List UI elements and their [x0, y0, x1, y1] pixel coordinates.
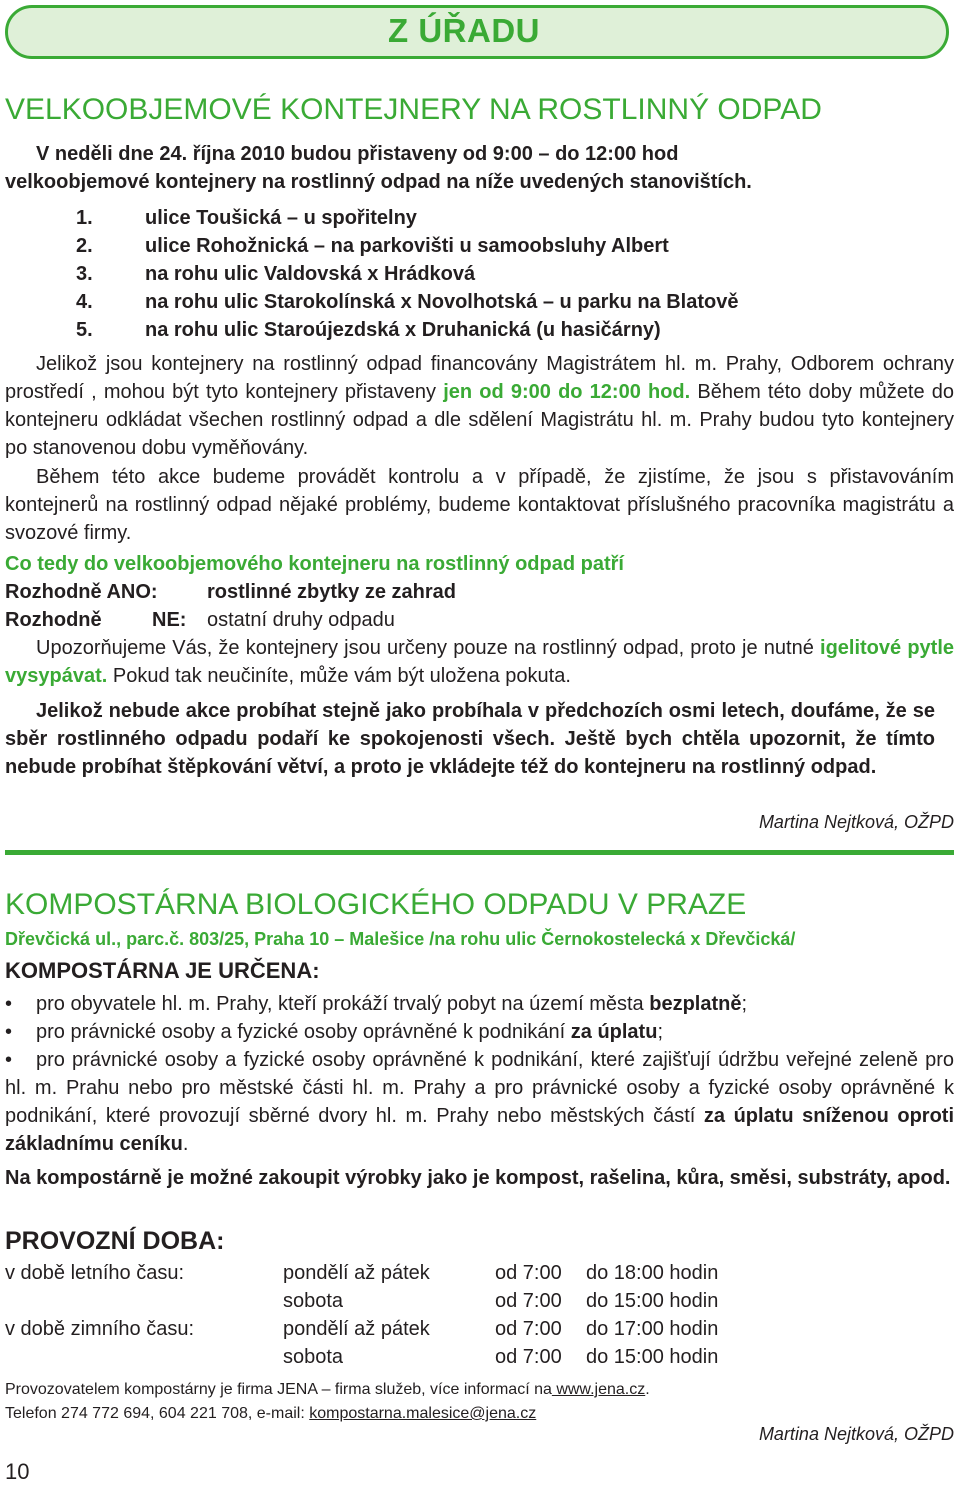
location-num: 3.	[76, 263, 93, 285]
bullet-item: • pro právnické osoby a fyzické osoby oprávněné k podnikání, které zajišťují údržbu veřejné zeleně pro hl. m. Prahu nebo pro městské části hl. m. Prahy a pro právnické osoby a fyzické osoby oprávněné k podnikání, které provozují sběrné dvory hl. m. Prahy nebo městských částí za úplatu sníženou oproti základnímu ceníku.	[5, 1049, 954, 1155]
bullet-item: • pro právnické osoby a fyzické osoby oprávněné k podnikání za úplatu;	[5, 1021, 663, 1043]
location-num: 4.	[76, 291, 93, 313]
hours-to: do 18:00 hodin	[586, 1262, 719, 1284]
hours-heading: PROVOZNÍ DOBA:	[5, 1227, 225, 1255]
no-label: Rozhodně	[5, 609, 102, 631]
hours-from: od 7:00	[495, 1290, 562, 1312]
paragraph-financing: Jelikož jsou kontejnery na rostlinný odpad financovány Magistrátem hl. m. Prahy, Odborem ochrany prostředí , mohou být tyto kontejnery přistaveny jen od 9:00 do 12:00 hod. Během této doby můžete do kontejneru odkládat všechen rostlinný odpad a dle sdělení Magistrátu hl. m. Prahy budou tyto kontejnery po stanovenou dobu vyměňovány.	[5, 353, 954, 459]
compost-address: Dřevčická ul., parc.č. 803/25, Praha 10 – Malešice /na rohu ulic Černokostelecká x Dřevčická/	[5, 929, 796, 949]
signature-1: Martina Nejtková, OŽPD	[758, 812, 954, 832]
location-text: ulice Toušická – u spořitelny	[145, 207, 417, 229]
hours-to: do 15:00 hodin	[586, 1290, 719, 1312]
hours-season: v době zimního času:	[5, 1318, 194, 1340]
intro-line-2: velkoobjemové kontejnery na rostlinný odpad na níže uvedených stanovištích.	[5, 171, 752, 193]
location-text: na rohu ulic Staroújezdská x Druhanická (u hasičárny)	[145, 319, 661, 341]
highlight-bags: igelitové pytle vysypávat.	[5, 637, 954, 687]
operator-contact: Telefon 274 772 694, 604 221 708, e-mail: kompostarna.malesice@jena.cz	[5, 1405, 537, 1422]
hours-from: od 7:00	[495, 1318, 562, 1340]
page-number: 10	[5, 1459, 30, 1484]
location-text: na rohu ulic Starokolínská x Novolhotská – u parku na Blatově	[145, 291, 739, 313]
paragraph-warning: Upozorňujeme Vás, že kontejnery jsou určeny pouze na rostlinný odpad, proto je nutné igelitové pytle vysypávat. Pokud tak neučiníte, může vám být uložena pokuta.	[5, 637, 954, 687]
location-text: ulice Rohožnická – na parkovišti u samoobsluhy Albert	[145, 235, 669, 257]
yes-text: rostlinné zbytky ze zahrad	[207, 581, 456, 603]
belongs-heading: Co tedy do velkoobjemového kontejneru na rostlinný odpad patří	[5, 553, 624, 575]
hours-days: pondělí až pátek	[283, 1262, 430, 1284]
hours-from: od 7:00	[495, 1262, 562, 1284]
location-num: 2.	[76, 235, 93, 257]
no-text: ostatní druhy odpadu	[207, 609, 395, 631]
heading-compost: KOMPOSTÁRNA BIOLOGICKÉHO ODPADU V PRAZE	[5, 888, 747, 921]
location-text: na rohu ulic Valdovská x Hrádková	[145, 263, 476, 285]
paragraph-note: Jelikož nebude akce probíhat stejně jako probíhala v předchozích osmi letech, doufáme, že se sběr rostlinného odpadu podaří ke spokojenosti všech. Ještě bych chtěla upozornit, že tímto nebude probíhat štěpkování větví, a proto je vkládejte též do kontejneru na rostlinný odpad.	[5, 700, 935, 778]
email-link[interactable]: kompostarna.malesice@jena.cz	[309, 1405, 537, 1422]
paragraph-buy: Na kompostárně je možné zakoupit výrobky jako je kompost, rašelina, kůra, směsi, substráty, apod.	[5, 1167, 951, 1189]
location-num: 5.	[76, 319, 93, 341]
highlight-hours: jen od 9:00 do 12:00 hod.	[443, 381, 691, 403]
no-label-2: NE:	[152, 609, 187, 631]
website-link[interactable]: www.jena.cz	[551, 1381, 646, 1398]
hours-days: sobota	[283, 1290, 344, 1312]
hours-to: do 17:00 hodin	[586, 1318, 719, 1340]
location-num: 1.	[76, 207, 93, 229]
signature-2: Martina Nejtková, OŽPD	[758, 1424, 954, 1444]
compost-for-heading: KOMPOSTÁRNA JE URČENA:	[5, 958, 320, 983]
banner-title: Z ÚŘADU	[388, 12, 540, 49]
bullet-item: • pro obyvatele hl. m. Prahy, kteří prokáží trvalý pobyt na území města bezplatně;	[5, 993, 748, 1015]
hours-to: do 15:00 hodin	[586, 1346, 719, 1368]
heading-containers: VELKOOBJEMOVÉ KONTEJNERY NA ROSTLINNÝ ODPAD	[5, 93, 822, 126]
operator-info: Provozovatelem kompostárny je firma JENA – firma služeb, více informací na www.jena.cz.	[5, 1381, 650, 1398]
section-divider	[5, 850, 954, 855]
paragraph-control: Během této akce budeme provádět kontrolu a v případě, že zjistíme, že jsou s přistavováním kontejnerů na rostlinný odpad nějaké problémy, budeme kontaktovat příslušného pracovníka magistrátu a svozové firmy.	[5, 466, 954, 544]
hours-days: pondělí až pátek	[283, 1318, 430, 1340]
yes-label: Rozhodně ANO:	[5, 581, 158, 603]
hours-from: od 7:00	[495, 1346, 562, 1368]
hours-days: sobota	[283, 1346, 344, 1368]
hours-season: v době letního času:	[5, 1262, 185, 1284]
intro-line-1: V neděli dne 24. října 2010 budou přistaveny od 9:00 – do 12:00 hod	[36, 143, 679, 165]
